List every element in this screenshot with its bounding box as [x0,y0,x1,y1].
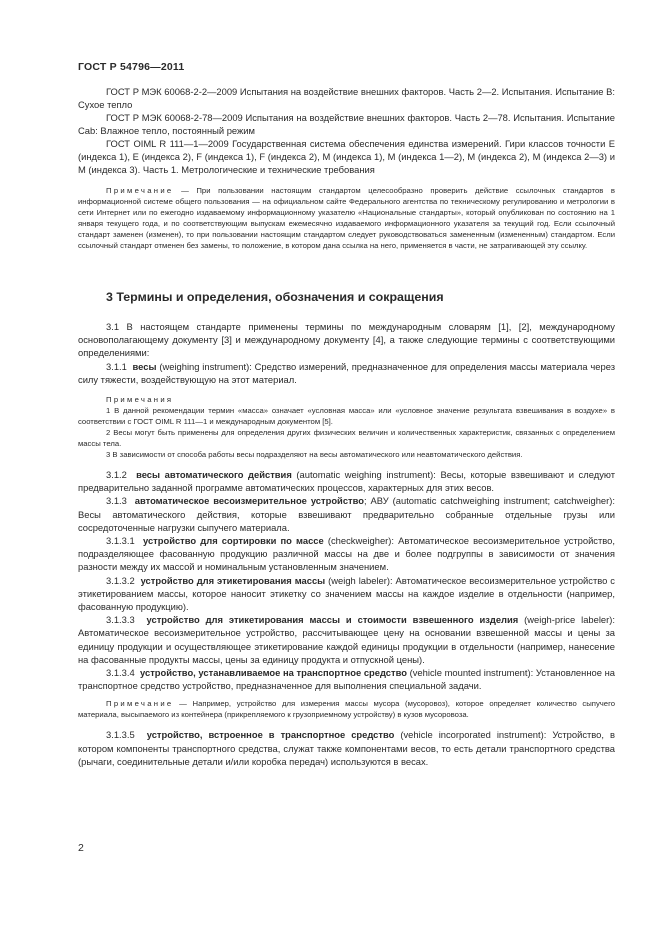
note-item: 3 В зависимости от способа работы весы подразделяют на весы автоматического или неавтоматического действия. [106,450,523,460]
section-body [78,320,615,768]
term-name: устройство для сортировки по массе [142,535,324,547]
term-name: устройство для этикетирования массы [140,574,326,586]
term-3-1-3-5: 3.1.3.5 устройство, встроенное в транспортное средство (vehicle incorporated instrument): Устройство, в котором компоненты транспортного средства, служат также компонентами весов, то есть детали транспортного средства (рычаги, соединительные детали и/или коробка передач) используются в весах. [78,729,615,767]
note-label: Примечание [106,699,174,709]
term-3-1-3-4: 3.1.3.4 устройство, устанавливаемое на транспортное средство (vehicle mounted instrument): Установленное на транспортное средство устройство, предназначенное для выполнения специальной задачи. [78,667,615,692]
note-label: Примечание [106,186,174,195]
reference-item: ГОСТ OIML R 111—1—2009 Государственная система обеспечения единства измерений. Гири классов точности Е (индекса 1), Е (индекса 2), F (индекса 1), F (индекса 2), М (индекса 1), М (индекса 1—2), М (индекса 2), М (индекса 2—3) и М (индекса 3). Часть 1. Метрологические и технические требования [78,138,615,175]
note-item: 1 В данной рекомендации термин «масса» означает «условная масса» или «условное значение результата взвешивания в воздухе» в соответствии с ГОСТ OIML R 111—1 и международным документом [5]. [78,406,615,427]
term-3-1-2: 3.1.2 весы автоматического действия (automatic weighing instrument): Весы, которые взвешивают и следуют предварительно заданной программе автоматических процессов, характерных для этих весов. [78,469,616,494]
document-page [78,0,615,935]
normative-references [78,85,615,176]
term-3-1-3-1: 3.1.3.1 устройство для сортировки по массе (checkweigher): Автоматическое весоизмерительное устройство, подразделяющее фасованную продукцию различной массы на две и более подгруппы в зависимости от значения разности между их массой и номинальным установленным значением. [78,535,615,573]
notes-block [78,394,615,460]
term-name: устройство, встроенное в транспортное средство [146,729,395,741]
paragraph-3-1: 3.1 В настоящем стандарте применены термины по международным словарям [1], [2], международному основополагающему документу [3] и международному документу [4], а также следующие термины с соответствующими определениями: [78,321,615,359]
note-text: — Например, устройство для измерения массы мусора (мусоровоз), которое определяет количество сыпучего материала, высыпаемого из контейнера (прикрепляемого к грузоприемному устройству) в кузов мусоровоза. [78,699,615,720]
reference-item: ГОСТ Р МЭК 60068-2-78—2009 Испытания на воздействие внешних факторов. Часть 2—78. Испытания. Испытание Cab: Влажное тепло, постоянный режим [78,112,615,136]
term-3-1-3-3: 3.1.3.3 устройство для этикетирования массы и стоимости взвешенного изделия (weigh-price labeler): Автоматическое весоизмерительное устройство, рассчитывающее цену на основании взвешенной массы и цены за единицу продукции и осуществляющее этикетирование каждой единицы продукции в отдельности (например, нанесение на фасованные продукты массы, цены за единицу продукта и отпускной цены). [78,614,615,665]
term-3-1-3: 3.1.3 автоматическое весоизмерительное устройство; АВУ (automatic catchweighing instrument; catchweigher): Весы автоматического действия, которые взвешивают предварительно собранные отдельные грузы или сосредоточенные нагрузки сыпучего материала. [78,495,615,533]
term-name: автоматическое весоизмерительное устройство [134,495,364,507]
page-number: 2 [78,842,84,854]
term-name: устройство, устанавливаемое на транспортное средство [140,667,407,679]
note-item: 2 Весы могут быть применены для определения других физических величин и количественных характеристик, связанных с определением массы тела. [78,428,615,449]
section-heading: 3 Термины и определения, обозначения и сокращения [106,290,444,304]
term-3-1-3-2: 3.1.3.2 устройство для этикетирования массы (weigh labeler): Автоматическое весоизмерительное устройство с этикетированием массы, которое наносит этикетку со значением массы на каждое изделие в отдельности (например, фасованную продукцию). [78,574,615,613]
notes-title: Примечания [106,395,174,405]
vehicle-note [78,698,615,720]
term-name: устройство для этикетирования массы и стоимости взвешенного изделия [146,614,519,626]
term-name: весы [132,360,157,372]
term-3-1-1: 3.1.1 весы (weighing instrument): Средство измерений, предназначенное для определения массы материала через силу тяжести, воздействующую на этот материал. [78,360,615,385]
references-note [78,185,615,251]
note-text: — При пользовании настоящим стандартом целесообразно проверить действие ссылочных стандартов в информационной системе общего пользования — на официальном сайте Федерального агентства по техническому регулированию и метрологии в сети Интернет или по ежегодно издаваемому информационному указателю «Национальные стандарты», который опубликован по состоянию на 1 января текущего года, и по соответствующим выпускам ежемесячно издаваемого информационного указателя за текущий год. Если ссылочный стандарт заменен (изменен), то при пользовании настоящим стандартом следует руководствоваться замененным (измененным) стандартом. Если ссылочный стандарт отменен без замены, то положение, в котором дана ссылка на него, применяется в части, не затрагивающей эту ссылку. [78,186,615,250]
reference-item: ГОСТ Р МЭК 60068-2-2—2009 Испытания на воздействие внешних факторов. Часть 2—2. Испытания. Испытание В: Сухое тепло [78,86,615,110]
term-name: весы автоматического действия [136,469,292,481]
document-header: ГОСТ Р 54796—2011 [78,61,185,73]
